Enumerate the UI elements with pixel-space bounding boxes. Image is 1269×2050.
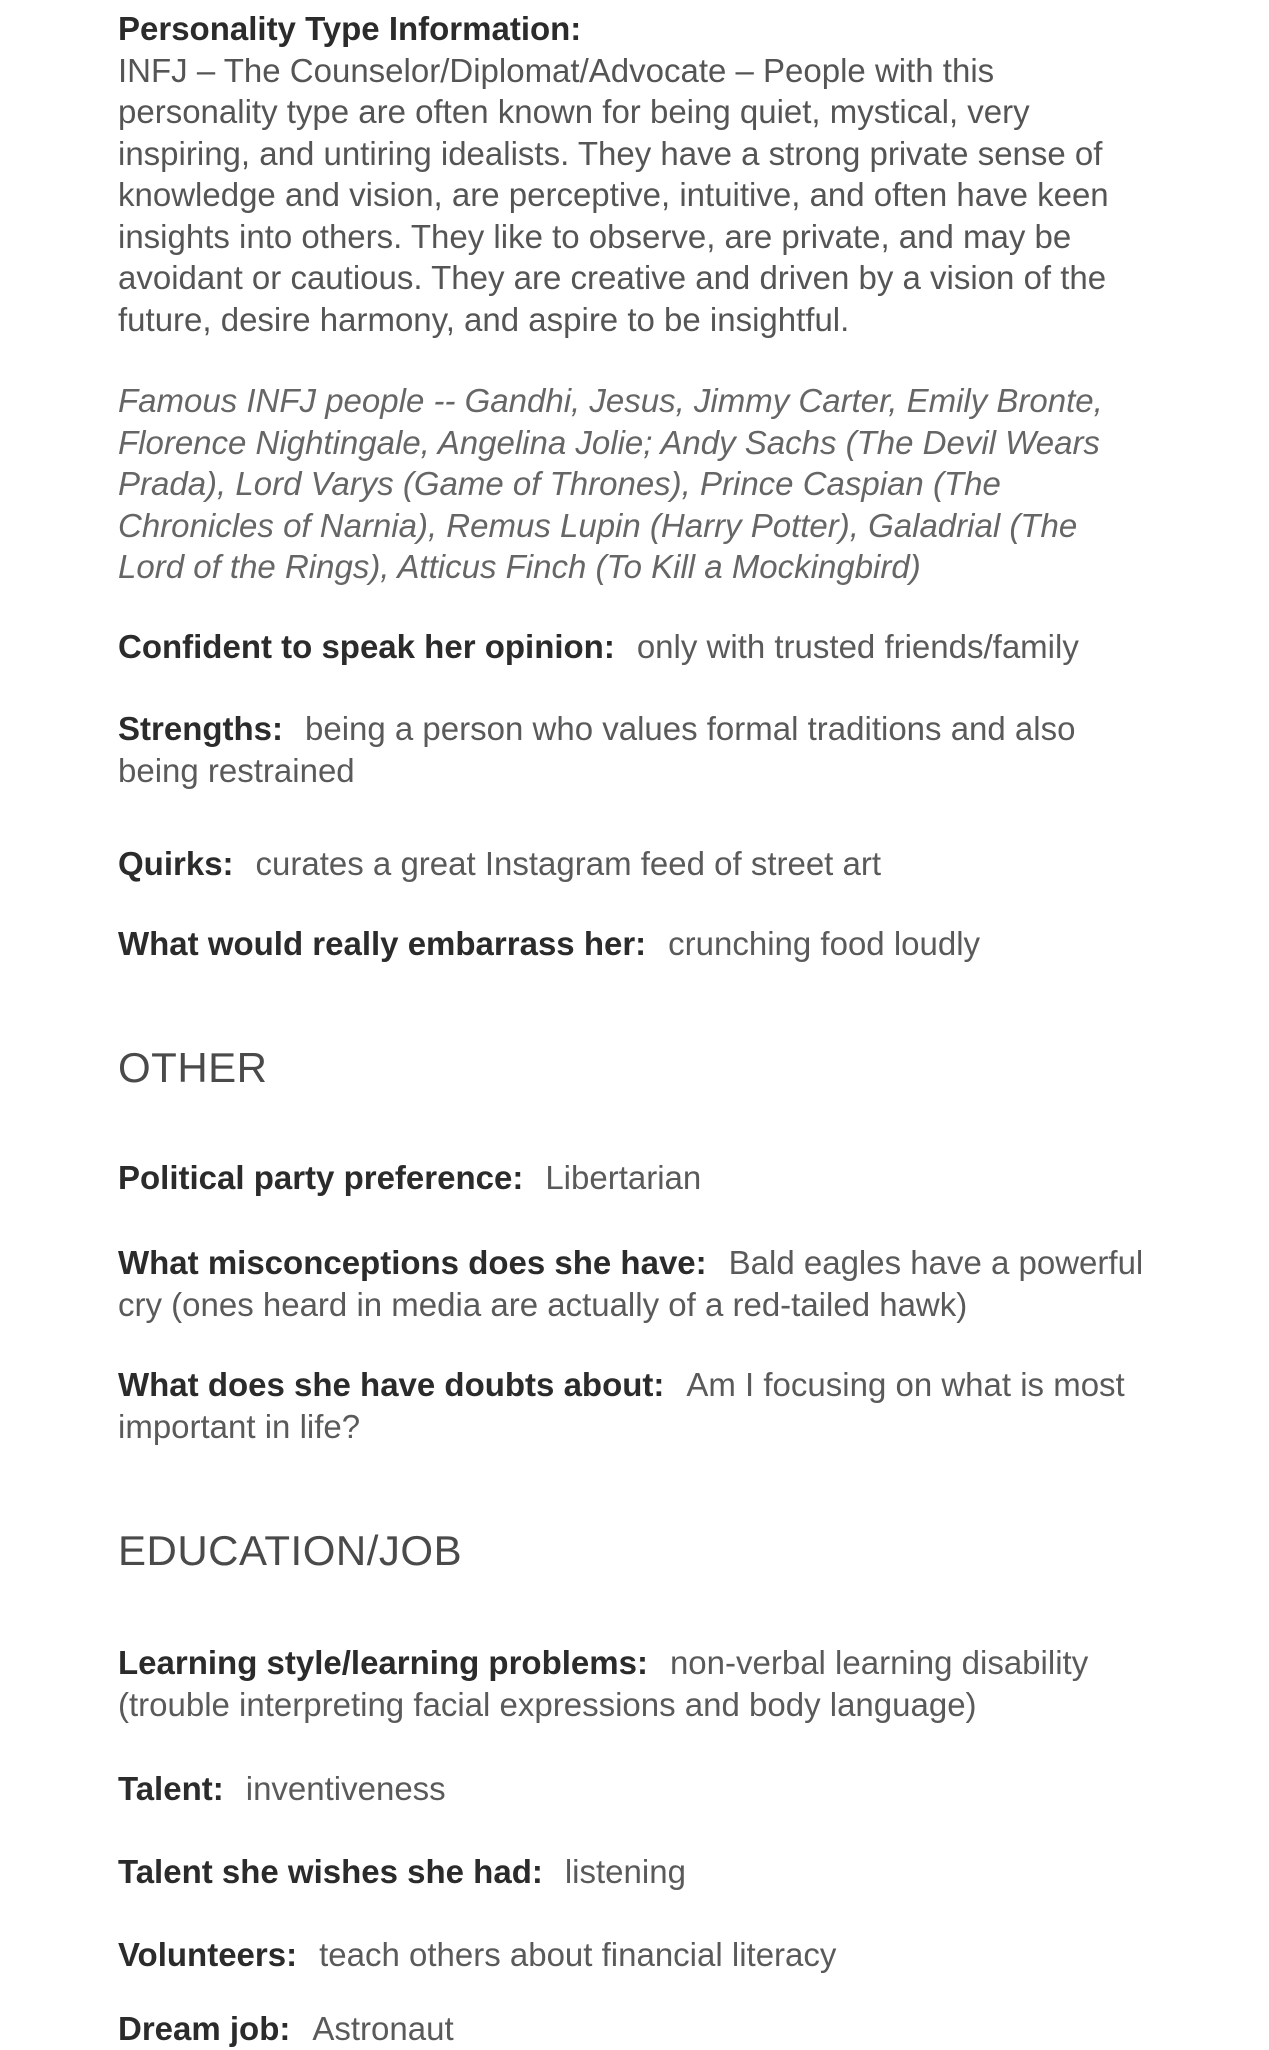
other-value: Am I focusing on what is most important in life?	[118, 1366, 1125, 1445]
trait-strengths	[118, 708, 1148, 791]
trait-quirks	[118, 843, 1148, 885]
personality-description: INFJ – The Counselor/Diplomat/Advocate – People with this personality type are often known for being quiet, mystical, very inspiring, and untiring idealists. They have a strong private sense of knowledge and vision, are perceptive, intuitive, and often have keen insights into others. They like to observe, are private, and may be avoidant or cautious. They are creative and driven by a vision of the future, desire harmony, and aspire to be insightful.	[118, 51, 1109, 338]
other-doubts	[118, 1364, 1158, 1447]
famous-people: Famous INFJ people -- Gandhi, Jesus, Jimmy Carter, Emily Bronte, Florence Nightingale, Angelina Jolie; Andy Sachs (The Devil Wears Prada), Lord Varys (Game of Thrones), Prince Caspian (The Chronicles of Narnia), Remus Lupin (Harry Potter), Galadrial (The Lord of the Rings), Atticus Finch (To Kill a Mockingbird)	[118, 382, 1103, 585]
education-value: listening	[564, 1853, 686, 1890]
trait-value: curates a great Instagram feed of street art	[255, 845, 882, 882]
other-political	[118, 1157, 1148, 1199]
education-label: Talent:	[118, 1770, 224, 1807]
personality-label: Personality Type Information:	[118, 10, 582, 47]
trait-confident	[118, 626, 1148, 668]
education-talent	[118, 1768, 1148, 1810]
education-label: Volunteers:	[118, 1936, 298, 1973]
education-learning	[118, 1642, 1148, 1725]
other-label: Political party preference:	[118, 1159, 524, 1196]
other-value: Bald eagles have a powerful cry (ones heard in media are actually of a red-tailed hawk)	[118, 1244, 1144, 1323]
trait-value: being a person who values formal traditions and also being restrained	[118, 710, 1076, 789]
trait-label: Confident to speak her opinion:	[118, 628, 615, 665]
trait-label: Strengths:	[118, 710, 283, 747]
education-volunteers	[118, 1934, 1148, 1976]
education-value: Astronaut	[312, 2010, 454, 2047]
section-heading-education: EDUCATION/JOB	[118, 1527, 463, 1574]
other-label: What misconceptions does she have:	[118, 1244, 707, 1281]
trait-label: Quirks:	[118, 845, 234, 882]
other-value: Libertarian	[545, 1159, 702, 1196]
personality-section	[118, 8, 1148, 340]
other-misconceptions	[118, 1242, 1158, 1325]
education-label: Dream job:	[118, 2010, 291, 2047]
trait-value: crunching food loudly	[668, 925, 981, 962]
education-dream-job	[118, 2008, 1148, 2050]
education-value: non-verbal learning disability (trouble interpreting facial expressions and body language)	[118, 1644, 1089, 1723]
education-label: Learning style/learning problems:	[118, 1644, 648, 1681]
education-value: teach others about financial literacy	[319, 1936, 837, 1973]
education-label: Talent she wishes she had:	[118, 1853, 543, 1890]
trait-embarrass	[118, 923, 1148, 965]
trait-label: What would really embarrass her:	[118, 925, 647, 962]
section-heading-other: OTHER	[118, 1044, 268, 1091]
education-value: inventiveness	[245, 1770, 446, 1807]
trait-value: only with trusted friends/family	[636, 628, 1079, 665]
other-label: What does she have doubts about:	[118, 1366, 665, 1403]
education-wished-talent	[118, 1851, 1148, 1893]
